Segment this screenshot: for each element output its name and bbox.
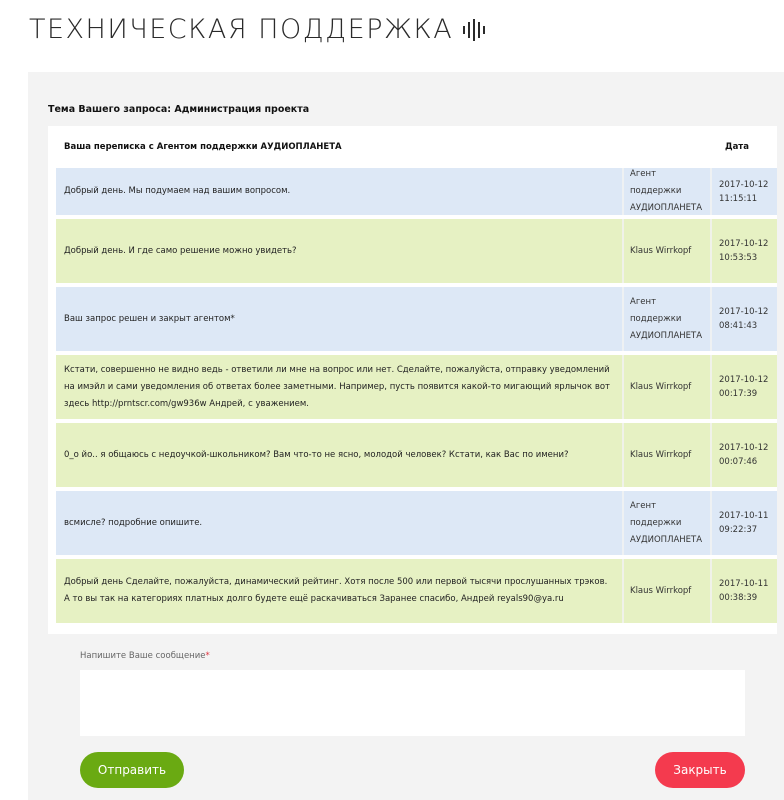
- date-column-header: Дата: [725, 142, 749, 152]
- message-author: Агент поддержки АУДИОПЛАНЕТА: [630, 500, 703, 545]
- reply-label: [80, 651, 210, 661]
- support-panel: [28, 72, 784, 800]
- message-author: Klaus Wirrkopf: [630, 449, 692, 460]
- message-author: Klaus Wirrkopf: [630, 381, 692, 392]
- message-date: 2017-10-12 10:53:53: [719, 239, 769, 263]
- message-date: 2017-10-11 00:38:39: [719, 579, 769, 603]
- page-title: [29, 14, 485, 45]
- table-row: [56, 168, 777, 215]
- message-author: Агент поддержки АУДИОПЛАНЕТА: [630, 169, 703, 213]
- message-text: Добрый день Сделайте, пожалуйста, динамический рейтинг. Хотя после 500 или первой тысячи прослушанных трэков. А то вы так на категориях платных долго будете ещё раскачиваться Заранее спасибо, Андрей reyals90@ya.ru: [64, 577, 608, 604]
- message-text: всмисле? подробние опишите.: [64, 517, 203, 528]
- message-text: Добрый день. Мы подумаем над вашим вопросом.: [64, 186, 291, 196]
- message-date: 2017-10-11 09:22:37: [719, 511, 769, 535]
- message-date: 2017-10-12 11:15:11: [719, 179, 769, 204]
- message-author: Klaus Wirrkopf: [630, 245, 692, 256]
- ticket-topic: Тема Вашего запроса: Администрация проекта: [48, 104, 310, 115]
- message-text: Ваш запрос решен и закрыт агентом*: [64, 313, 235, 324]
- table-row: [56, 219, 777, 283]
- reply-message-input[interactable]: [80, 670, 745, 736]
- page-title-text: ТЕХНИЧЕСКАЯ ПОДДЕРЖКА: [29, 14, 454, 45]
- required-mark: *: [205, 651, 210, 661]
- table-row: [56, 423, 777, 487]
- table-row: [56, 355, 777, 419]
- message-text: Кстати, совершенно не видно ведь - ответили ли мне на вопрос или нет. Сделайте, пожалуйста, отправку уведомлений на имэйл и сами уведомления об ответах более заметными. Например, пусть появится какой-то мигающий ярлычок вот здесь http://prntscr.com/gw936w Андрей, с уважением.: [64, 364, 610, 409]
- message-date: 2017-10-12 00:07:46: [719, 443, 769, 467]
- table-row: [56, 491, 777, 555]
- send-button[interactable]: Отправить: [80, 752, 184, 788]
- table-row: [56, 559, 777, 623]
- correspondence-table: [48, 126, 777, 634]
- message-date: 2017-10-12 08:41:43: [719, 307, 769, 331]
- message-author: Klaus Wirrkopf: [630, 585, 692, 596]
- message-author: Агент поддержки АУДИОПЛАНЕТА: [630, 296, 703, 341]
- message-date: 2017-10-12 00:17:39: [719, 375, 769, 399]
- table-row: [56, 287, 777, 351]
- table-header: [48, 126, 777, 166]
- message-text: Добрый день. И где само решение можно увидеть?: [64, 245, 297, 256]
- table-title: Ваша переписка с Агентом поддержки АУДИОПЛАНЕТА: [64, 142, 342, 152]
- message-text: 0_о йо.. я общаюсь с недоучкой-школьником? Вам что-то не ясно, молодой человек? Кстати, как Вас по имени?: [64, 449, 569, 460]
- reply-label-text: Напишите Ваше сообщение: [80, 651, 206, 661]
- sound-bars-icon: [463, 19, 485, 41]
- close-button[interactable]: Закрыть: [655, 752, 745, 788]
